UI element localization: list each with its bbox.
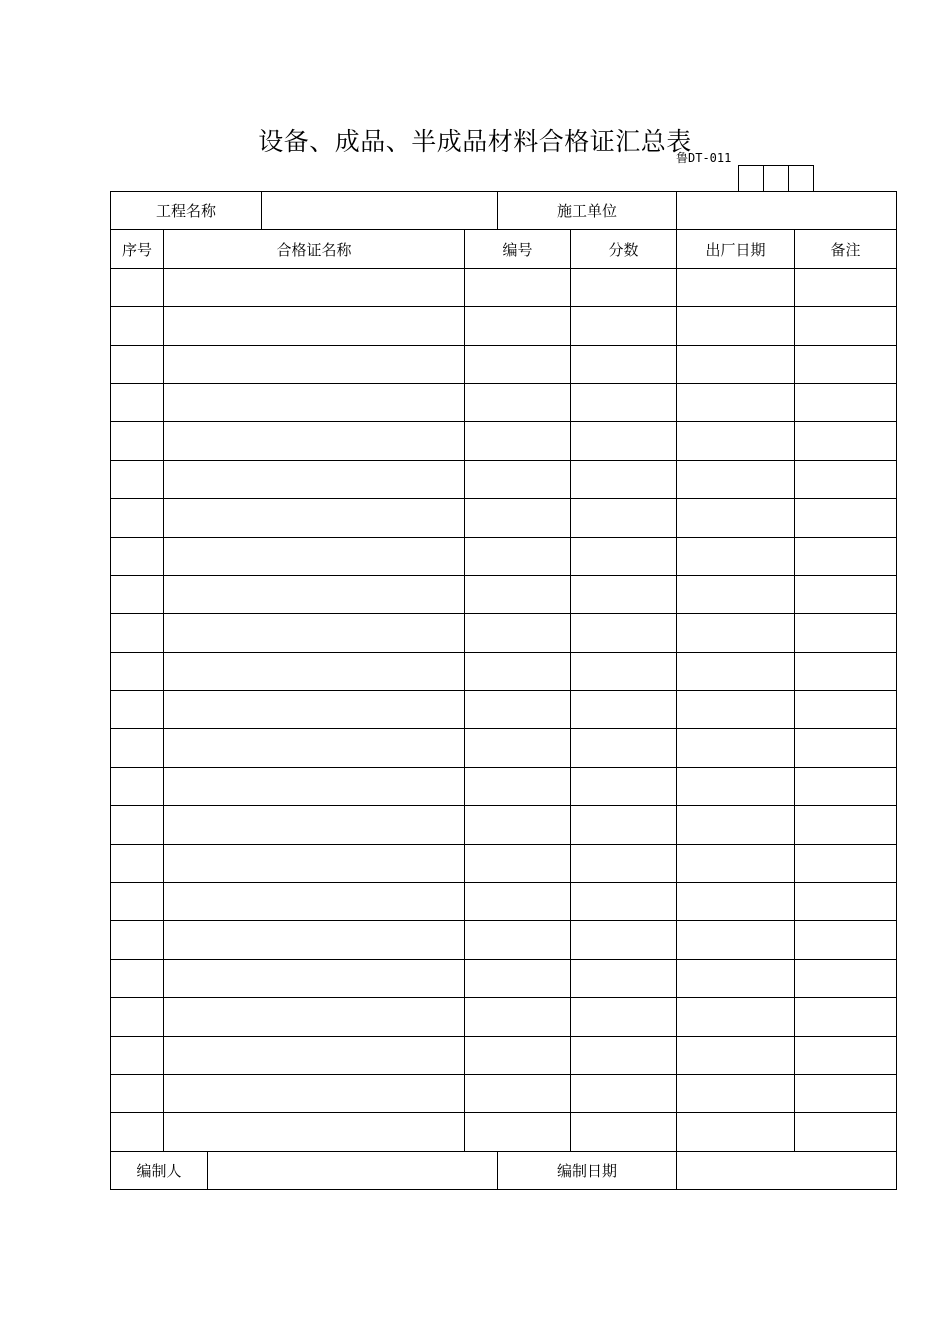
cell-certificate-name[interactable] [164,499,465,537]
cell-certificate-name[interactable] [164,844,465,882]
cell-certificate-name[interactable] [164,921,465,959]
cell-factory-date[interactable] [677,1113,795,1151]
cell-index[interactable] [111,422,164,460]
table-row [111,921,897,959]
cell-certificate-name[interactable] [164,729,465,767]
compiler-field[interactable] [208,1151,498,1189]
cell-factory-date[interactable] [677,1074,795,1112]
table-row [111,1036,897,1074]
col-header-copies: 分数 [571,230,677,268]
cell-index[interactable] [111,1113,164,1151]
cell-number[interactable] [465,1036,571,1074]
cell-remarks[interactable] [795,652,897,690]
cell-remarks[interactable] [795,422,897,460]
construction-unit-field[interactable] [677,192,897,230]
cell-number[interactable] [465,575,571,613]
cell-copies[interactable] [571,652,677,690]
cell-remarks[interactable] [795,998,897,1036]
cell-copies[interactable] [571,422,677,460]
cell-copies[interactable] [571,883,677,921]
code-boxes [738,165,814,192]
cell-number[interactable] [465,998,571,1036]
cell-factory-date[interactable] [677,767,795,805]
cell-certificate-name[interactable] [164,575,465,613]
cell-index[interactable] [111,959,164,997]
cell-index[interactable] [111,307,164,345]
cell-remarks[interactable] [795,537,897,575]
cell-number[interactable] [465,959,571,997]
cell-number[interactable] [465,691,571,729]
cell-number[interactable] [465,1074,571,1112]
cell-certificate-name[interactable] [164,614,465,652]
cell-remarks[interactable] [795,959,897,997]
cell-remarks[interactable] [795,614,897,652]
table-row [111,998,897,1036]
compile-date-field[interactable] [677,1151,897,1189]
code-box[interactable] [738,165,764,192]
certificate-summary-table [110,191,897,1190]
cell-remarks[interactable] [795,883,897,921]
cell-number[interactable] [465,652,571,690]
form-code: 鲁DT-011 [676,151,732,165]
cell-index[interactable] [111,460,164,498]
cell-certificate-name[interactable] [164,691,465,729]
cell-copies[interactable] [571,268,677,306]
cell-index[interactable] [111,652,164,690]
cell-factory-date[interactable] [677,537,795,575]
table-row [111,652,897,690]
cell-copies[interactable] [571,499,677,537]
cell-certificate-name[interactable] [164,537,465,575]
cell-index[interactable] [111,537,164,575]
cell-remarks[interactable] [795,1113,897,1151]
cell-factory-date[interactable] [677,460,795,498]
cell-certificate-name[interactable] [164,268,465,306]
cell-index[interactable] [111,499,164,537]
cell-certificate-name[interactable] [164,652,465,690]
code-box[interactable] [763,165,789,192]
cell-number[interactable] [465,307,571,345]
cell-copies[interactable] [571,691,677,729]
table-row [111,614,897,652]
table-row [111,345,897,383]
cell-certificate-name[interactable] [164,1113,465,1151]
cell-copies[interactable] [571,998,677,1036]
cell-certificate-name[interactable] [164,959,465,997]
col-header-number: 编号 [465,230,571,268]
cell-factory-date[interactable] [677,844,795,882]
table-row [111,1113,897,1151]
table-row [111,537,897,575]
table-row [111,422,897,460]
cell-number[interactable] [465,767,571,805]
cell-copies[interactable] [571,921,677,959]
cell-index[interactable] [111,691,164,729]
cell-remarks[interactable] [795,1074,897,1112]
table-row [111,844,897,882]
cell-copies[interactable] [571,729,677,767]
cell-remarks[interactable] [795,691,897,729]
cell-index[interactable] [111,1036,164,1074]
table-row [111,575,897,613]
cell-remarks[interactable] [795,575,897,613]
col-header-factory-date: 出厂日期 [677,230,795,268]
col-header-certificate-name: 合格证名称 [164,230,465,268]
cell-certificate-name[interactable] [164,1074,465,1112]
cell-remarks[interactable] [795,460,897,498]
cell-remarks[interactable] [795,806,897,844]
cell-number[interactable] [465,921,571,959]
cell-number[interactable] [465,614,571,652]
cell-factory-date[interactable] [677,268,795,306]
cell-factory-date[interactable] [677,806,795,844]
cell-copies[interactable] [571,959,677,997]
cell-remarks[interactable] [795,268,897,306]
table-row [111,307,897,345]
column-header-row [111,230,897,268]
cell-index[interactable] [111,268,164,306]
cell-certificate-name[interactable] [164,767,465,805]
table-row [111,806,897,844]
cell-factory-date[interactable] [677,998,795,1036]
project-name-label: 工程名称 [111,192,262,230]
table-row [111,959,897,997]
cell-remarks[interactable] [795,307,897,345]
cell-number[interactable] [465,806,571,844]
construction-unit-label: 施工单位 [498,192,677,230]
cell-copies[interactable] [571,575,677,613]
compile-date-label: 编制日期 [498,1151,677,1189]
cell-factory-date[interactable] [677,691,795,729]
cell-factory-date[interactable] [677,307,795,345]
cell-number[interactable] [465,499,571,537]
cell-remarks[interactable] [795,844,897,882]
compiler-label: 编制人 [111,1151,208,1189]
cell-certificate-name[interactable] [164,998,465,1036]
cell-factory-date[interactable] [677,883,795,921]
cell-index[interactable] [111,998,164,1036]
cell-index[interactable] [111,614,164,652]
cell-factory-date[interactable] [677,345,795,383]
cell-number[interactable] [465,537,571,575]
cell-index[interactable] [111,767,164,805]
cell-number[interactable] [465,1113,571,1151]
footer-row [111,1151,897,1189]
cell-number[interactable] [465,383,571,421]
cell-factory-date[interactable] [677,652,795,690]
cell-index[interactable] [111,729,164,767]
cell-factory-date[interactable] [677,383,795,421]
cell-certificate-name[interactable] [164,422,465,460]
cell-copies[interactable] [571,614,677,652]
col-header-remarks: 备注 [795,230,897,268]
cell-index[interactable] [111,921,164,959]
cell-index[interactable] [111,345,164,383]
table-row [111,268,897,306]
cell-copies[interactable] [571,844,677,882]
cell-copies[interactable] [571,345,677,383]
table-row [111,460,897,498]
cell-copies[interactable] [571,537,677,575]
cell-index[interactable] [111,383,164,421]
table-row [111,1074,897,1112]
cell-certificate-name[interactable] [164,383,465,421]
cell-factory-date[interactable] [677,921,795,959]
code-box[interactable] [788,165,814,192]
cell-factory-date[interactable] [677,729,795,767]
cell-number[interactable] [465,883,571,921]
cell-remarks[interactable] [795,921,897,959]
table-row [111,691,897,729]
cell-certificate-name[interactable] [164,460,465,498]
cell-factory-date[interactable] [677,614,795,652]
cell-number[interactable] [465,345,571,383]
cell-copies[interactable] [571,460,677,498]
cell-certificate-name[interactable] [164,1036,465,1074]
table-row [111,883,897,921]
table-row [111,383,897,421]
cell-copies[interactable] [571,1113,677,1151]
table-row [111,499,897,537]
project-info-row [111,192,897,230]
cell-certificate-name[interactable] [164,307,465,345]
cell-copies[interactable] [571,806,677,844]
cell-certificate-name[interactable] [164,345,465,383]
cell-remarks[interactable] [795,383,897,421]
cell-remarks[interactable] [795,729,897,767]
cell-number[interactable] [465,422,571,460]
cell-index[interactable] [111,806,164,844]
col-header-index: 序号 [111,230,164,268]
cell-copies[interactable] [571,767,677,805]
cell-copies[interactable] [571,383,677,421]
cell-copies[interactable] [571,1036,677,1074]
form-title: 设备、成品、半成品材料合格证汇总表 [258,127,692,156]
cell-index[interactable] [111,1074,164,1112]
cell-factory-date[interactable] [677,499,795,537]
cell-index[interactable] [111,844,164,882]
cell-factory-date[interactable] [677,959,795,997]
cell-factory-date[interactable] [677,575,795,613]
cell-index[interactable] [111,575,164,613]
cell-remarks[interactable] [795,1036,897,1074]
cell-index[interactable] [111,883,164,921]
table-row [111,767,897,805]
cell-factory-date[interactable] [677,422,795,460]
cell-copies[interactable] [571,307,677,345]
cell-remarks[interactable] [795,345,897,383]
cell-number[interactable] [465,460,571,498]
cell-number[interactable] [465,268,571,306]
cell-remarks[interactable] [795,499,897,537]
cell-certificate-name[interactable] [164,883,465,921]
project-name-field[interactable] [262,192,498,230]
cell-factory-date[interactable] [677,1036,795,1074]
cell-number[interactable] [465,844,571,882]
cell-certificate-name[interactable] [164,806,465,844]
cell-remarks[interactable] [795,767,897,805]
cell-copies[interactable] [571,1074,677,1112]
table-row [111,729,897,767]
cell-number[interactable] [465,729,571,767]
